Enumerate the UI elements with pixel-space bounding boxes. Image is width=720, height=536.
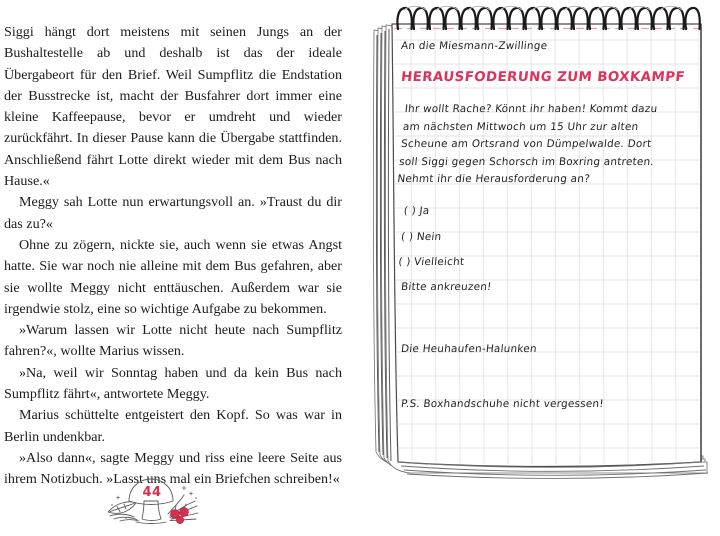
prose-paragraph: Meggy sah Lotte nun erwartungsvoll an. »Traust du dir das zu?« bbox=[4, 194, 342, 232]
note-body-line: Scheune am Ortsrand von Dümpelwalde. Dort bbox=[400, 137, 653, 150]
note-body-line: Ihr wollt Rache? Könnt ihr haben! Kommt dazu bbox=[404, 102, 659, 115]
prose-paragraph: »Na, weil wir Sonntag haben und da kein Bus nach Sumpflitz fährt«, antwortete Meggy. bbox=[4, 364, 342, 403]
note-postscript: P.S. Boxhandschuhe nicht vergessen! bbox=[400, 397, 605, 410]
prose-paragraph: Marius schüttelte entgeistert den Kopf. So was war in Berlin undenkbar. bbox=[4, 407, 342, 445]
note-body-line: am nächsten Mittwoch um 15 Uhr zur alten bbox=[402, 120, 640, 133]
page-number-text: 44 bbox=[142, 485, 162, 500]
note-addressee: An die Miesmann-Zwillinge bbox=[400, 40, 548, 52]
note-body-line: Nehmt ihr die Herausforderung an? bbox=[396, 172, 591, 185]
note-option-ja[interactable]: ( ) Ja bbox=[403, 204, 431, 217]
prose-column bbox=[4, 22, 342, 491]
prose-paragraph: »Warum lassen wir Lotte nicht heute nach Sumpflitz fahren?«, wollte Marius wissen. bbox=[4, 322, 342, 360]
note-signature: Die Heuhaufen-Halunken bbox=[400, 342, 538, 355]
prose-paragraph: Ohne zu zögern, nickte sie, auch wenn sie etwas Angst hatte. Sie war noch nie alleine mit dem Bus gefahren, aber sie wollte Meggy nicht enttäuschen. Außerdem war sie irgendwie stolz, eine so wichtige Aufgabe zu bekommen. bbox=[4, 236, 342, 317]
note-options bbox=[397, 203, 690, 272]
page-number-ornament bbox=[96, 472, 208, 532]
prose-paragraph: »Also dann«, sagte Meggy und riss eine leere Seite aus ihrem Notizbuch. »Lasst uns mal ein Briefchen schreiben!« bbox=[4, 449, 342, 488]
note-body bbox=[396, 101, 691, 189]
note-option-nein[interactable]: ( ) Nein bbox=[400, 230, 443, 243]
mushroom-ornament-icon bbox=[96, 472, 208, 532]
note-body-line: soll Siggi gegen Schorsch im Boxring antreten. bbox=[398, 155, 655, 168]
note-instruction: Bitte ankreuzen! bbox=[400, 281, 493, 294]
note-option-vielleicht[interactable]: ( ) Vielleicht bbox=[397, 255, 465, 268]
prose-paragraph: Siggi hängt dort meistens mit seinen Jungs an der Bushaltestelle ab und deshalb ist das der ideale Übergabeort für den Brief. Weil Sumpflitz die Endstation der Busstrecke ist, macht der Busfahrer dort immer eine kleine Kaffeepause, bevor er umdreht und wieder zurückfährt. In dieser Pause kann die Übergabe stattfinden. Anschließend fährt Lotte direkt wieder mit dem Bus nach Hause.« bbox=[4, 24, 342, 190]
note-headline: HERAUSFODERUNG ZUM BOXKAMPF bbox=[400, 69, 686, 85]
handwritten-note bbox=[396, 38, 687, 438]
spiral-notepad bbox=[368, 0, 712, 510]
